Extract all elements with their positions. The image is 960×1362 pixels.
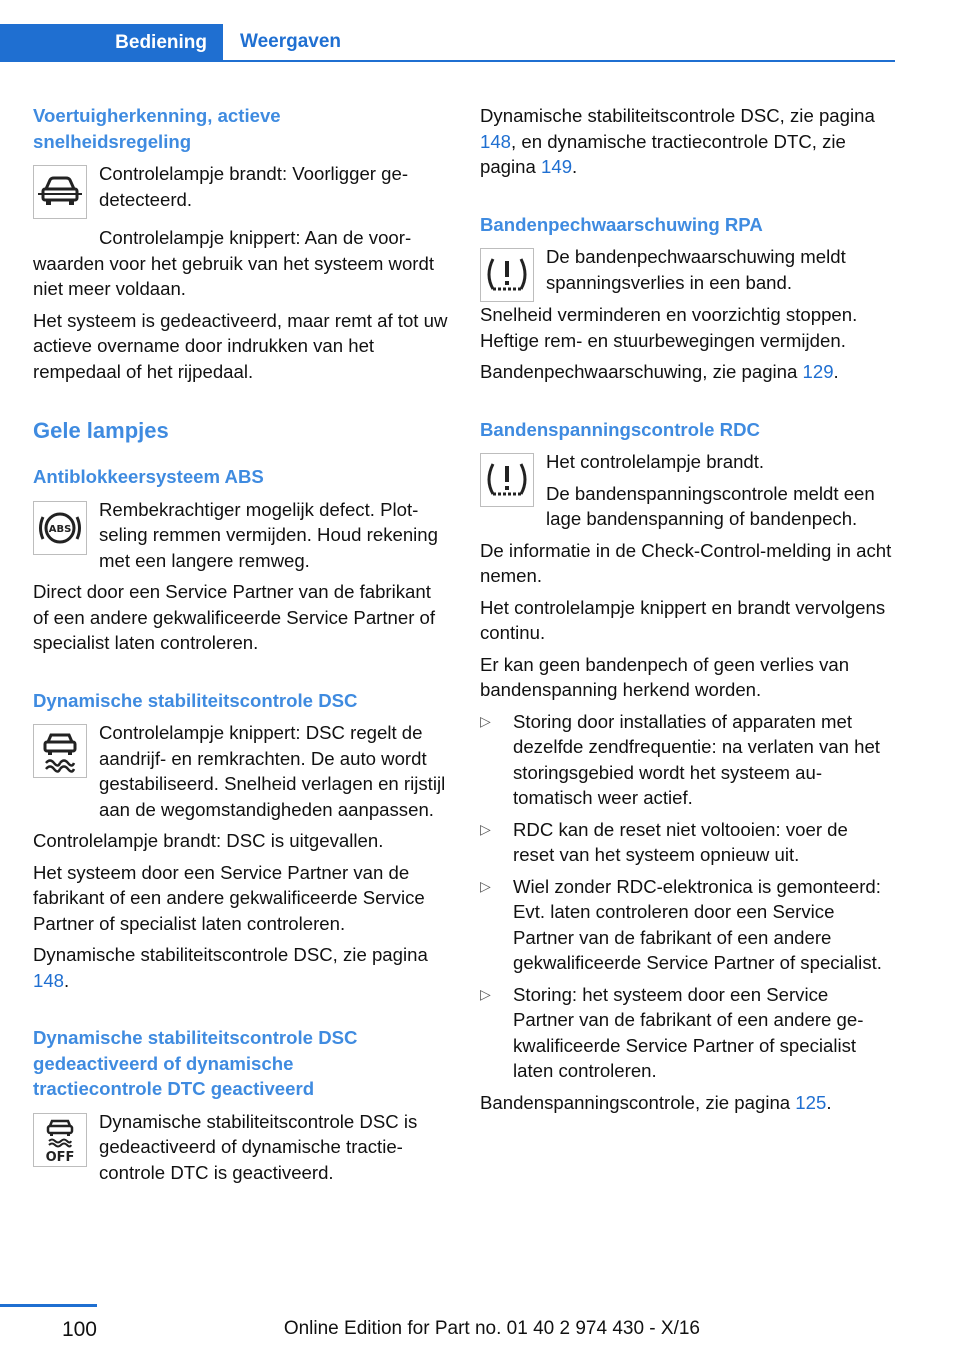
tire-warning-icon [480,453,534,507]
rdc-block [480,449,892,532]
vehicle-detection-block [33,161,451,219]
list-item: ▷ Storing door installaties of apparaten met dezelfde zendfrequentie: na verlaten van het storingsgebied wordt het systeem automatisch weer actief. [480,710,880,808]
rdc-text-2: De bandenspanningscontrole meldt een lage bandenspanning of bandenpech. [546,482,875,529]
section-title-rdc: Bandenspanningscontrole RDC [480,418,760,440]
page-link-125[interactable]: 125 [795,1091,827,1113]
dsc-off-block [33,1109,451,1186]
section-title-abs: Antiblokkeersysteem ABS [33,466,264,487]
car-front-icon [33,165,87,219]
tab-bediening[interactable]: Bediening [0,24,223,62]
triangle-right-icon: ▷ [480,985,491,1002]
dsc-icon [33,724,87,778]
abs-text-1: Rembekrachtiger mogelijk defect. Plotseling remmen vermijden. Houd rekening met een langere remweg. [99,498,438,571]
page-link-148b[interactable]: 148 [480,130,512,152]
dsc-text-1: Controlelampje knippert: DSC regelt de aandrijf- en remkrachten. De auto wordt gestabiliseerd. Snelheid verlagen en rijstijl aan de wegomstandigheden aanpassen. [99,722,446,820]
dsc-off-icon [33,1113,87,1167]
abs-text-2: Direct door een Service Partner van de fabrikant of een andere gekwalificeerde Service Partner of specialist laten controleren. [33,581,436,653]
page-link-129[interactable]: 129 [802,361,834,382]
page-number: 100 [61,1318,97,1341]
section-title-dsc: Dynamische stabiliteitscontrole DSC [33,689,358,711]
rdc-bullet-list [480,709,892,1084]
triangle-right-icon: ▷ [480,877,491,894]
dsc-block [33,720,451,822]
vehicle-detection-text-1: Controlelampje brandt: Voorligger gedetecteerd. [99,163,409,210]
heading-gele-lampjes: Gele lampjes [33,418,169,443]
right-column [480,103,892,1121]
vehicle-detection-text-2: Controlelampje knippert: Aan de voorwaarden voor het gebruik van het systeem wordt niet meer voldaan. [33,227,435,299]
dsc-ref: Dynamische stabiliteitscontrole DSC, zie pagina 148. [33,944,428,991]
rpa-text-2: Snelheid verminderen en voorzichtig stoppen. Heftige rem- en stuurbewegingen vermijden. [480,304,858,351]
triangle-right-icon: ▷ [480,712,491,729]
rdc-text-5: Er kan geen bandenpech of geen verlies van bandenspanning herkend worden. [480,653,850,700]
rdc-text-4: Het controlelampje knippert en brandt vervolgens continu. [480,596,886,643]
footer-accent-line [0,1304,97,1307]
rdc-text-1: Het controlelampje brandt. [546,451,765,472]
abs-block [33,497,451,574]
tab-underline [0,60,895,62]
abs-icon [33,501,87,555]
tab-weergaven[interactable]: Weergaven [240,31,342,52]
rpa-text-1: De bandenpechwaarschuwing meldt spanningsverlies in een band. [546,246,846,293]
rdc-text-3: De informatie in de Check-Control-melding in acht nemen. [480,539,892,586]
section-title-dsc-off: Dynamische stabiliteitscontrole DSC gedeactiveerd of dynamische tractiecontrole DTC geactiveerd [33,1027,358,1099]
list-item: ▷ Storing: het systeem door een Service Partner van de fabrikant of een andere gekwalificeerde Service Partner of specialist laten controleren. [480,983,864,1081]
section-title-rpa: Bandenpechwaarschuwing RPA [480,213,763,235]
rpa-block [480,244,892,302]
rpa-ref: Bandenpechwaarschuwing, zie pagina 129. [480,361,839,382]
dsc-dtc-ref: Dynamische stabiliteitscontrole DSC, zie pagina 148, en dynamische tractiecontrole DTC, zie pagina 149. [480,105,875,177]
edition-info: Online Edition for Part no. 01 40 2 974 430 - X/16 [283,1318,700,1339]
list-item: ▷ RDC kan de reset niet voltooien: voer de reset van het systeem opnieuw uit. [480,818,848,865]
dsc-off-text-1: Dynamische stabiliteitscontrole DSC is gedeactiveerd of dynamische tractiecontrole DTC is geactiveerd. [99,1110,418,1183]
vehicle-detection-text-3: Het systeem is gedeactiveerd, maar remt af tot uw actieve overname door indrukken van het rempedaal of het rijpedaal. [33,309,448,382]
page-link-149[interactable]: 149 [541,156,573,177]
dsc-text-3: Het systeem door een Service Partner van de fabrikant of een andere gekwalificeerde Service Partner of specialist laten controleren. [33,861,425,934]
svg-text:ABS: ABS [48,523,72,535]
left-column [33,103,451,1191]
dsc-text-2: Controlelampje brandt: DSC is uitgevallen. [33,830,384,851]
rdc-ref: Bandenspanningscontrole, zie pagina 125. [480,1091,832,1113]
tab-bar [0,24,895,62]
section-title-vehicle-detection: Voertuigherkenning, actieve snelheidsregeling [33,105,281,152]
tire-warning-icon [480,248,534,302]
triangle-right-icon: ▷ [480,820,491,837]
list-item: ▷ Wiel zonder RDC-elektronica is gemonteerd: Evt. laten controleren door een Service Partner van de fabrikant of een andere gekwalificeerde Service Partner of specialist. [480,875,882,973]
page-link-148[interactable]: 148 [33,969,65,991]
svg-text:OFF: OFF [45,1149,75,1164]
